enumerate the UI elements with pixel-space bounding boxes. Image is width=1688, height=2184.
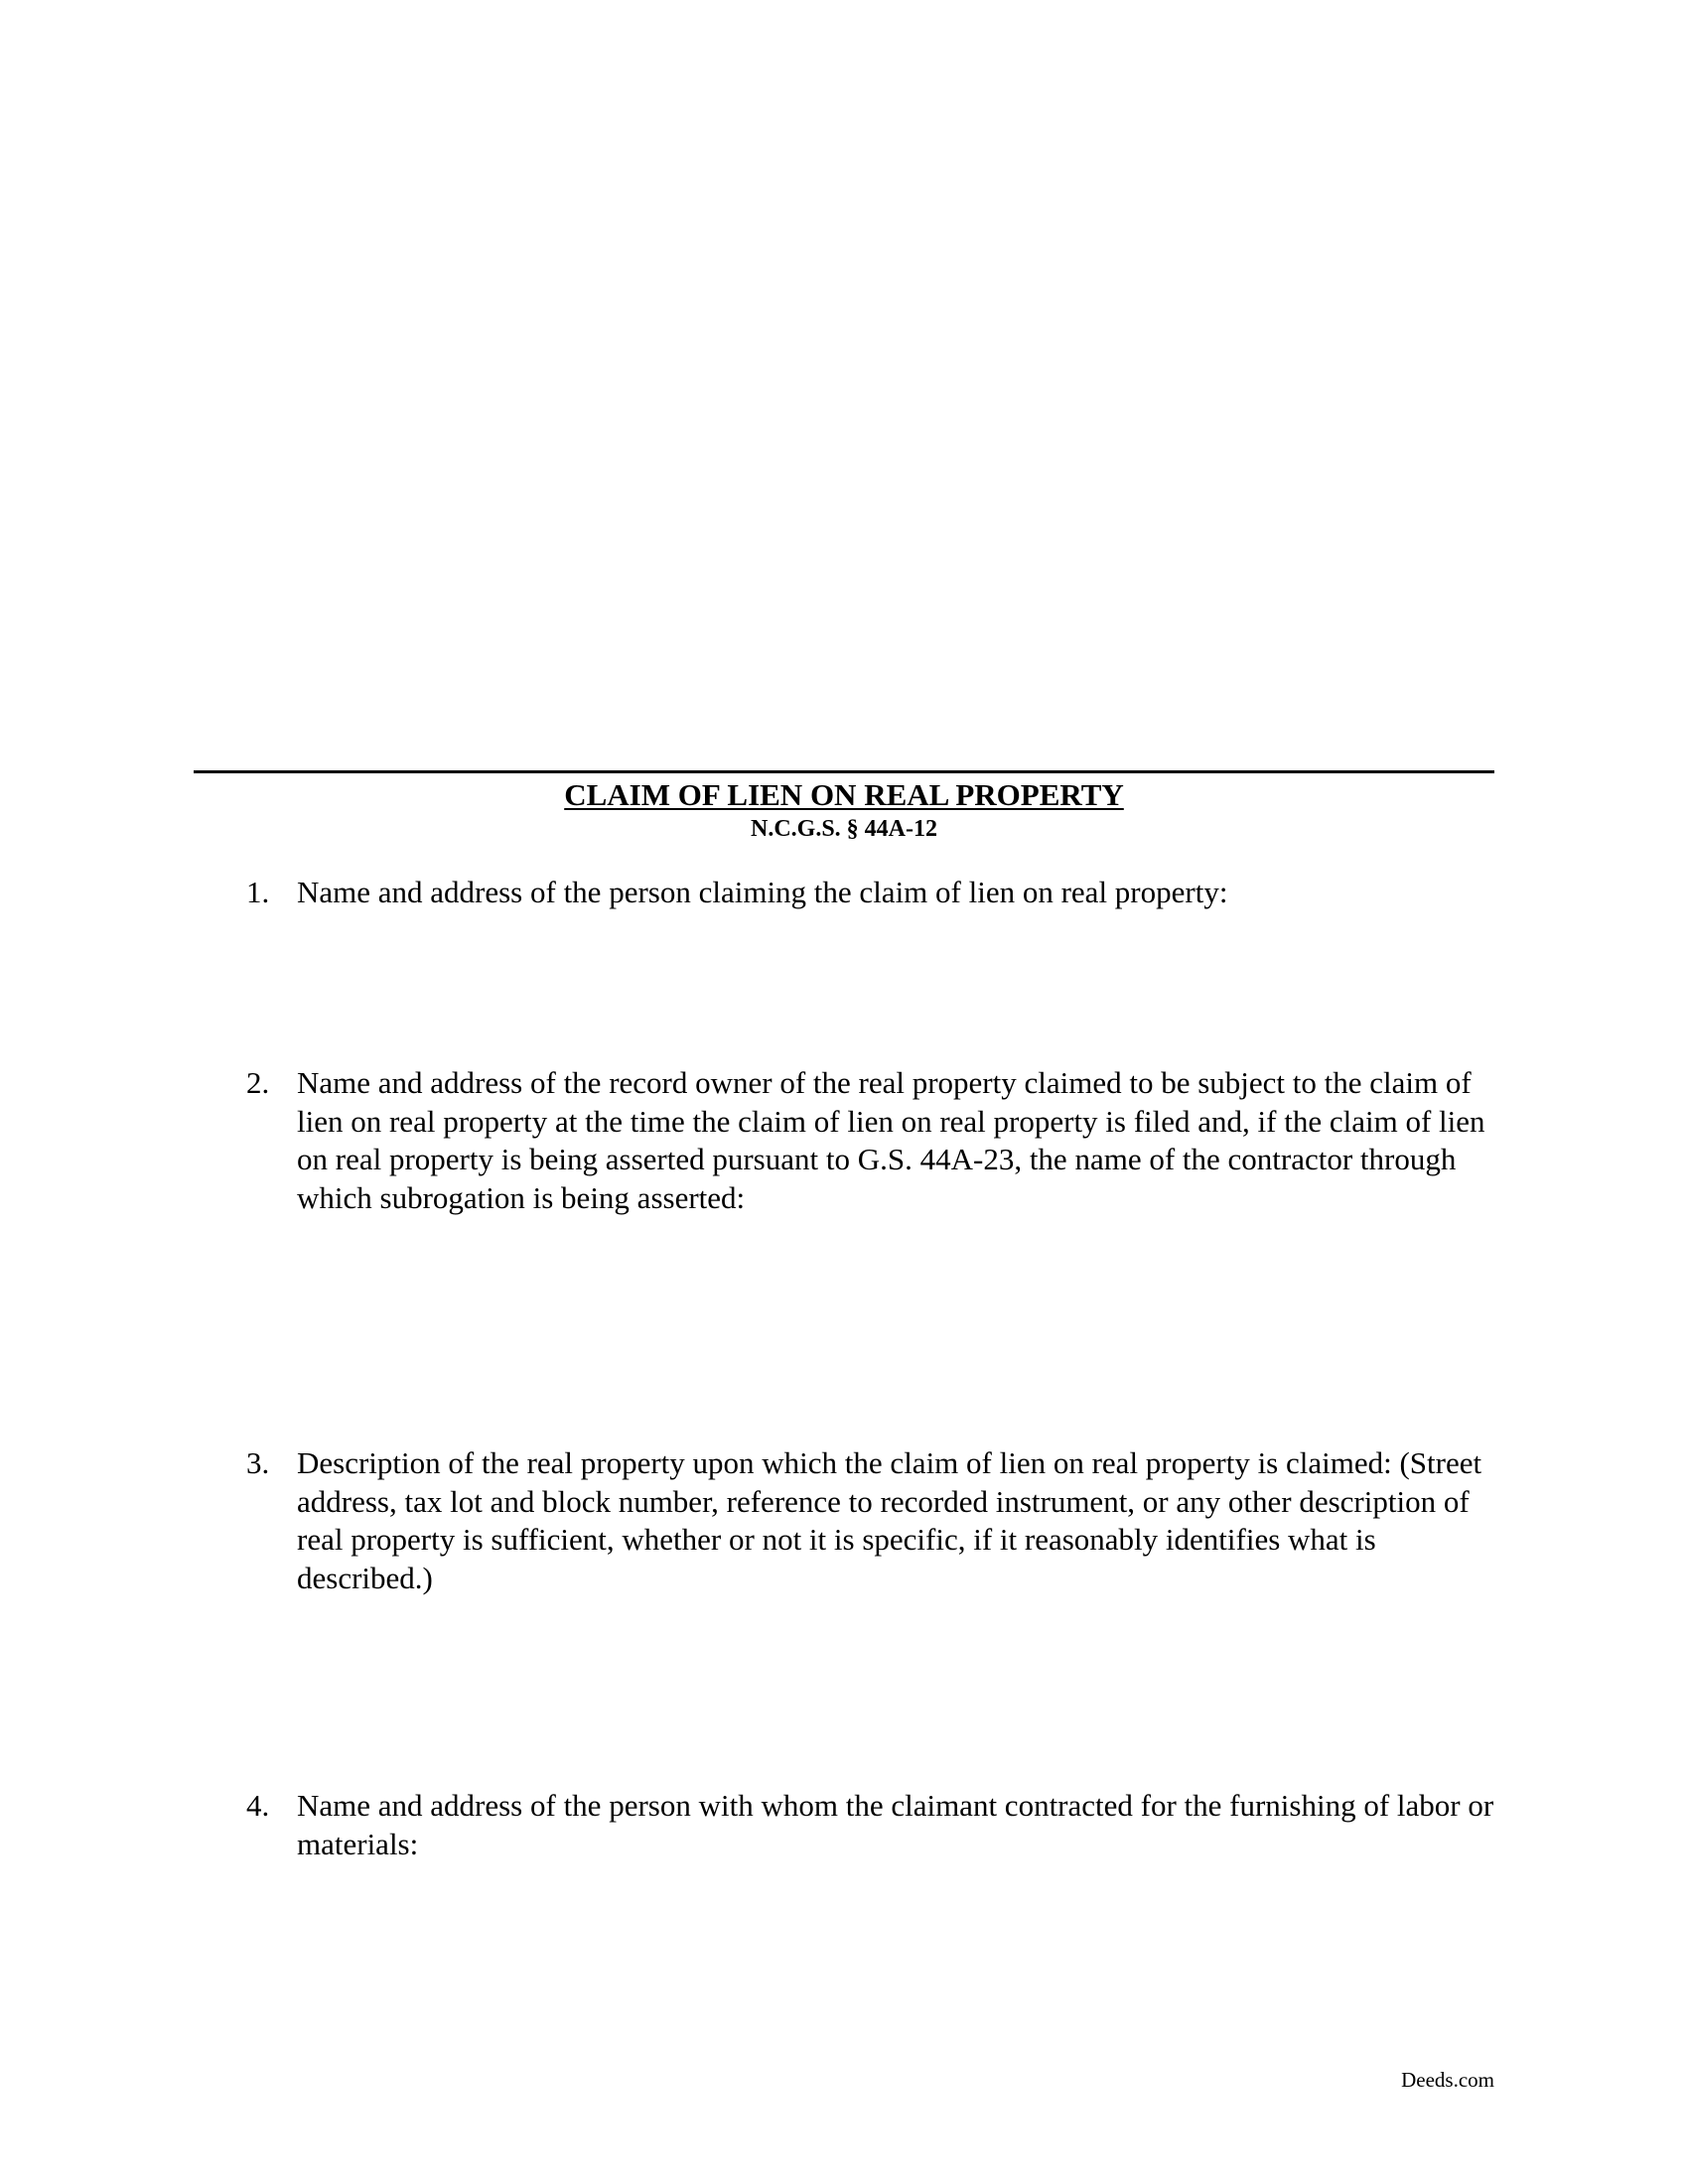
list-item-text: Description of the real property upon which the claim of lien on real property is claimed: (Street address, tax lot and block number, reference to recorded instrument, or any other description of real property is sufficient, whether or not it is specific, if it reasonably identifies what is described.) <box>297 1445 1482 1595</box>
document-title <box>194 777 1494 813</box>
header-rule <box>194 770 1494 773</box>
list-item-number: 2. <box>246 1065 270 1100</box>
list-item-number: 3. <box>246 1445 270 1480</box>
list-item-number: 1. <box>246 875 270 909</box>
list-item-text: Name and address of the person claiming the claim of lien on real property: <box>297 875 1228 909</box>
list-item-number: 4. <box>246 1788 270 1823</box>
statute-reference: N.C.G.S. § 44A-12 <box>750 816 937 842</box>
footer-watermark: Deeds.com <box>1401 2068 1494 2092</box>
document-title-text: CLAIM OF LIEN ON REAL PROPERTY <box>564 777 1124 812</box>
list-item-text: Name and address of the record owner of the real property claimed to be subject to the claim of lien on real property at the time the claim of lien on real property is filed and, if the claim of lien on real property is being asserted pursuant to G.S. 44A-23, the name of the contractor through which subrogation is being asserted: <box>297 1065 1485 1215</box>
list-item-text: Name and address of the person with whom the claimant contracted for the furnishing of labor or materials: <box>297 1788 1494 1861</box>
